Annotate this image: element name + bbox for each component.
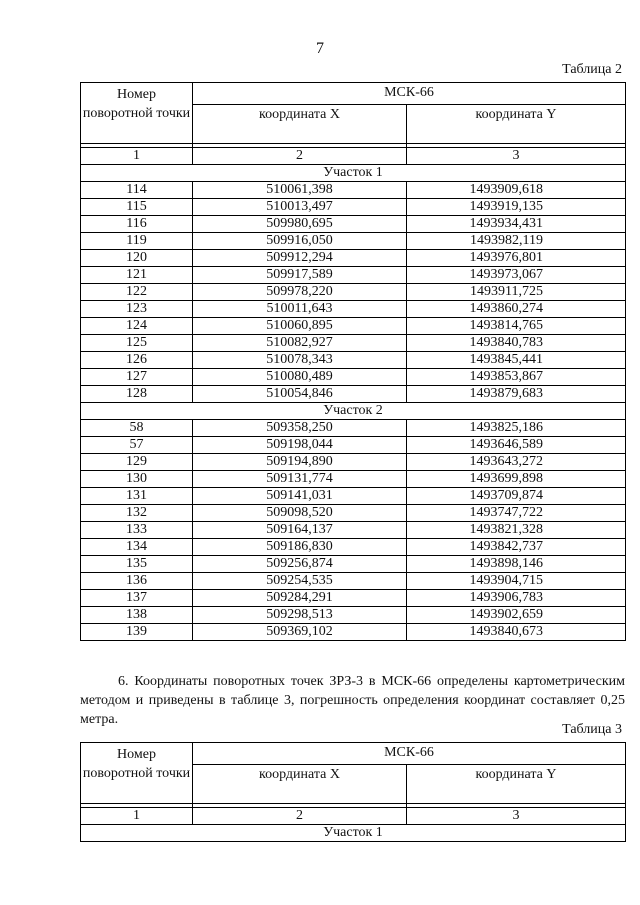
column-index-row	[81, 148, 626, 165]
table-row	[81, 284, 626, 301]
point-number-cell: 129	[81, 454, 193, 471]
coordinates-table-3	[80, 742, 626, 842]
section-title: Участок 1	[81, 825, 626, 842]
coordinate-y-cell: 1493699,898	[407, 471, 626, 488]
point-number-cell: 137	[81, 590, 193, 607]
table-row	[81, 335, 626, 352]
coordinate-x-cell: 509298,513	[193, 607, 407, 624]
coordinate-y-cell: 1493904,715	[407, 573, 626, 590]
coordinate-x-cell: 509164,137	[193, 522, 407, 539]
coordinate-x-cell: 510054,846	[193, 386, 407, 403]
coordinate-y-cell: 1493976,801	[407, 250, 626, 267]
table-row	[81, 318, 626, 335]
header-coordinate-y: координата Y	[407, 105, 626, 144]
coordinate-x-cell: 509194,890	[193, 454, 407, 471]
point-number-cell: 122	[81, 284, 193, 301]
point-number-cell: 124	[81, 318, 193, 335]
point-number-cell: 130	[81, 471, 193, 488]
coordinate-x-cell: 510078,343	[193, 352, 407, 369]
coordinate-x-cell: 509131,774	[193, 471, 407, 488]
header-point-number: Номер поворотной точки	[81, 743, 193, 804]
table-row	[81, 624, 626, 641]
point-number-cell: 115	[81, 199, 193, 216]
coordinate-y-cell: 1493840,673	[407, 624, 626, 641]
header-coordinate-x: координата X	[193, 765, 407, 804]
coordinate-y-cell: 1493898,146	[407, 556, 626, 573]
table-row	[81, 352, 626, 369]
coordinate-x-cell: 510060,895	[193, 318, 407, 335]
table-row	[81, 522, 626, 539]
table-3-caption: Таблица 3	[562, 722, 622, 737]
table-row	[81, 301, 626, 318]
table-row	[81, 250, 626, 267]
coordinates-table-2	[80, 82, 626, 641]
coordinate-y-cell: 1493879,683	[407, 386, 626, 403]
coordinate-x-cell: 509254,535	[193, 573, 407, 590]
point-number-cell: 125	[81, 335, 193, 352]
column-index-cell: 1	[81, 808, 193, 825]
coordinate-x-cell: 509978,220	[193, 284, 407, 301]
coordinate-x-cell: 509256,874	[193, 556, 407, 573]
point-number-cell: 58	[81, 420, 193, 437]
coordinate-y-cell: 1493919,135	[407, 199, 626, 216]
coordinate-x-cell: 510013,497	[193, 199, 407, 216]
coordinate-x-cell: 510061,398	[193, 182, 407, 199]
column-index-row	[81, 808, 626, 825]
table-row	[81, 216, 626, 233]
table-row	[81, 369, 626, 386]
section-row	[81, 403, 626, 420]
table-row	[81, 539, 626, 556]
header-coordinate-y: координата Y	[407, 765, 626, 804]
coordinate-y-cell: 1493860,274	[407, 301, 626, 318]
coordinate-y-cell: 1493973,067	[407, 267, 626, 284]
coordinate-y-cell: 1493982,119	[407, 233, 626, 250]
page-number: 7	[316, 40, 324, 57]
table-header-row	[81, 743, 626, 765]
coordinate-x-cell: 509284,291	[193, 590, 407, 607]
point-number-cell: 116	[81, 216, 193, 233]
coordinate-x-cell: 509358,250	[193, 420, 407, 437]
point-number-cell: 135	[81, 556, 193, 573]
section-title: Участок 2	[81, 403, 626, 420]
table-row	[81, 573, 626, 590]
coordinate-y-cell: 1493821,328	[407, 522, 626, 539]
table-row	[81, 471, 626, 488]
table-row	[81, 488, 626, 505]
table-row	[81, 199, 626, 216]
coordinate-y-cell: 1493825,186	[407, 420, 626, 437]
point-number-cell: 136	[81, 573, 193, 590]
coordinate-y-cell: 1493909,618	[407, 182, 626, 199]
column-index-cell: 1	[81, 148, 193, 165]
coordinate-y-cell: 1493747,722	[407, 505, 626, 522]
coordinate-y-cell: 1493853,867	[407, 369, 626, 386]
coordinate-x-cell: 510082,927	[193, 335, 407, 352]
point-number-cell: 133	[81, 522, 193, 539]
coordinate-x-cell: 509198,044	[193, 437, 407, 454]
table-row	[81, 267, 626, 284]
coordinate-x-cell: 509912,294	[193, 250, 407, 267]
point-number-cell: 123	[81, 301, 193, 318]
coordinate-x-cell: 509916,050	[193, 233, 407, 250]
coordinate-x-cell: 510011,643	[193, 301, 407, 318]
coordinate-y-cell: 1493814,765	[407, 318, 626, 335]
point-number-cell: 119	[81, 233, 193, 250]
coordinate-x-cell: 509369,102	[193, 624, 407, 641]
point-number-cell: 57	[81, 437, 193, 454]
point-number-cell: 132	[81, 505, 193, 522]
point-number-cell: 134	[81, 539, 193, 556]
table-2-caption: Таблица 2	[562, 62, 622, 77]
coordinate-y-cell: 1493934,431	[407, 216, 626, 233]
point-number-cell: 138	[81, 607, 193, 624]
point-number-cell: 128	[81, 386, 193, 403]
table-row	[81, 386, 626, 403]
point-number-cell: 126	[81, 352, 193, 369]
coordinate-y-cell: 1493845,441	[407, 352, 626, 369]
header-coordinate-system: МСК-66	[193, 743, 626, 765]
point-number-cell: 121	[81, 267, 193, 284]
coordinate-y-cell: 1493911,725	[407, 284, 626, 301]
point-number-cell: 120	[81, 250, 193, 267]
table-row	[81, 233, 626, 250]
point-number-cell: 127	[81, 369, 193, 386]
coordinate-y-cell: 1493906,783	[407, 590, 626, 607]
section-title: Участок 1	[81, 165, 626, 182]
point-number-cell: 139	[81, 624, 193, 641]
coordinate-y-cell: 1493902,659	[407, 607, 626, 624]
paragraph-6-text: 6. Координаты поворотных точек ЗРЗ-3 в МСК-66 определены картометрическим методом и приведены в таблице 3, погрешность определения координат составляет 0,25 метра.	[80, 674, 625, 727]
table-row	[81, 420, 626, 437]
coordinate-x-cell: 510080,489	[193, 369, 407, 386]
header-point-number: Номер поворотной точки	[81, 83, 193, 144]
coordinate-x-cell: 509186,830	[193, 539, 407, 556]
column-index-cell: 3	[407, 148, 626, 165]
table-row	[81, 607, 626, 624]
paragraph-6	[80, 672, 625, 729]
section-row	[81, 825, 626, 842]
point-number-cell: 131	[81, 488, 193, 505]
coordinate-y-cell: 1493646,589	[407, 437, 626, 454]
coordinate-x-cell: 509917,589	[193, 267, 407, 284]
header-coordinate-x: координата X	[193, 105, 407, 144]
coordinate-x-cell: 509098,520	[193, 505, 407, 522]
table-header-row	[81, 83, 626, 105]
table-row	[81, 437, 626, 454]
table-row	[81, 454, 626, 471]
table-row	[81, 505, 626, 522]
table-row	[81, 556, 626, 573]
coordinate-y-cell: 1493709,874	[407, 488, 626, 505]
section-row	[81, 165, 626, 182]
table-row	[81, 182, 626, 199]
column-index-cell: 3	[407, 808, 626, 825]
coordinate-y-cell: 1493842,737	[407, 539, 626, 556]
column-index-cell: 2	[193, 808, 407, 825]
coordinate-y-cell: 1493643,272	[407, 454, 626, 471]
coordinate-y-cell: 1493840,783	[407, 335, 626, 352]
table-row	[81, 590, 626, 607]
coordinate-x-cell: 509980,695	[193, 216, 407, 233]
point-number-cell: 114	[81, 182, 193, 199]
coordinate-x-cell: 509141,031	[193, 488, 407, 505]
header-coordinate-system: МСК-66	[193, 83, 626, 105]
column-index-cell: 2	[193, 148, 407, 165]
